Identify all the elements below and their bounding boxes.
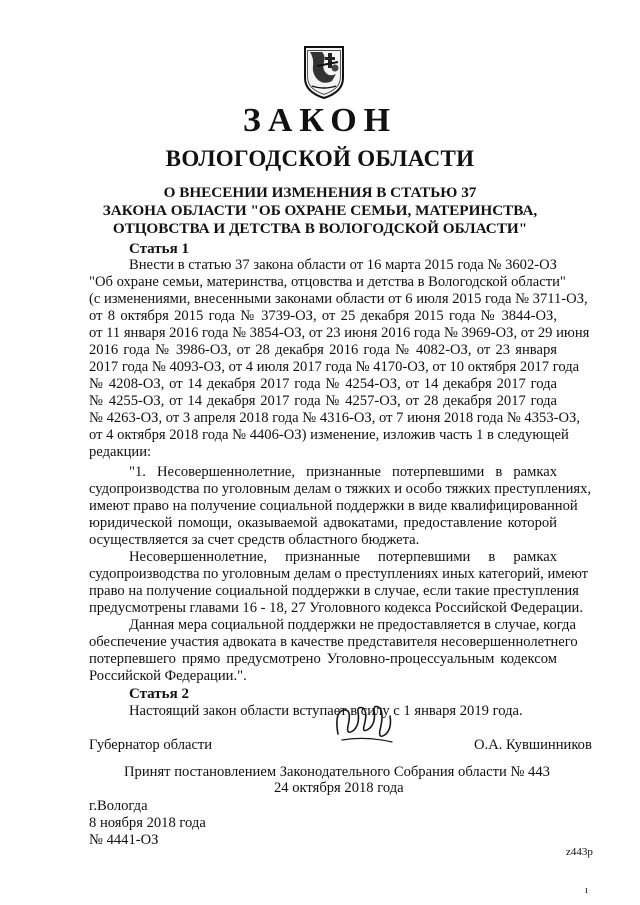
article-1-line: "Об охране семьи, материнства, отцовства и детства в Вологодской области" bbox=[89, 274, 566, 290]
law-title: ЗАКОН bbox=[242, 102, 398, 139]
law-subtitle-line: О ВНЕСЕНИИ ИЗМЕНЕНИЯ В СТАТЬЮ 37 bbox=[163, 184, 477, 201]
adoption-date: 24 октября 2018 года bbox=[274, 780, 404, 796]
article-1-line: Внести в статью 37 закона области от 16 марта 2015 года № 3602-ОЗ bbox=[129, 257, 557, 273]
amendment-line: Несовершеннолетние, признанные потерпевшими в рамках bbox=[129, 549, 557, 565]
amendment-line: судопроизводства по уголовным делам о преступлениях иных категорий, имеют bbox=[89, 566, 589, 582]
article-1-line: от 8 октября 2015 года № 3739-ОЗ, от 25 декабря 2015 года № 3844-ОЗ, bbox=[89, 308, 557, 324]
document-code: z443p bbox=[566, 846, 593, 858]
amendment-line: предусмотрены главами 16 - 18, 27 Уголовного кодекса Российской Федерации. bbox=[89, 600, 583, 616]
signatory-name: О.А. Кувшинников bbox=[474, 737, 592, 753]
law-number: № 4441-ОЗ bbox=[89, 832, 159, 848]
region-title: ВОЛОГОДСКОЙ ОБЛАСТИ bbox=[165, 146, 475, 171]
article-1-line: № 4255-ОЗ, от 14 декабря 2017 года № 4257-ОЗ, от 28 декабря 2017 года bbox=[89, 393, 557, 409]
adoption-line: Принят постановлением Законодательного Собрания области № 443 bbox=[124, 764, 550, 780]
signing-date: 8 ноября 2018 года bbox=[89, 815, 206, 831]
article-1-line: 2017 года № 4093-ОЗ, от 4 июля 2017 года № 4170-ОЗ, от 10 октября 2017 года bbox=[89, 359, 580, 375]
law-subtitle-line: ОТЦОВСТВА И ДЕТСТВА В ВОЛОГОДСКОЙ ОБЛАСТИ" bbox=[112, 220, 528, 237]
amendment-line: право на получение социальной поддержки в случае, если такие преступления bbox=[89, 583, 579, 599]
article-1-line: № 4208-ОЗ, от 14 декабря 2017 года № 4254-ОЗ, от 14 декабря 2017 года bbox=[89, 376, 557, 392]
amendment-line: юридической помощи, оказываемой адвокатами, предоставление которой bbox=[89, 515, 557, 531]
amendment-line: "1. Несовершеннолетние, признанные потерпевшими в рамках bbox=[129, 464, 557, 480]
amendment-line: судопроизводства по уголовным делам о тяжких и особо тяжких преступлениях, bbox=[89, 481, 592, 497]
amendment-line: имеют право на получение социальной поддержки в виде квалифицированной bbox=[89, 498, 578, 514]
coat-of-arms-icon bbox=[302, 44, 346, 100]
article-2-text: Настоящий закон области вступает в силу с 1 января 2019 года. bbox=[129, 703, 523, 719]
amendment-line: осуществляется за счет средств областного бюджета. bbox=[89, 532, 420, 548]
signature-icon bbox=[330, 700, 398, 748]
article-1-line: 2016 года № 3986-ОЗ, от 28 декабря 2016 года № 4082-ОЗ, от 23 января bbox=[89, 342, 557, 358]
article-1-line: (с изменениями, внесенными законами области от 6 июля 2015 года № 3711-ОЗ, bbox=[89, 291, 588, 307]
article-1-line: № 4263-ОЗ, от 3 апреля 2018 года № 4316-ОЗ, от 7 июня 2018 года № 4353-ОЗ, bbox=[89, 410, 580, 426]
amendment-line: Российской Федерации.". bbox=[89, 668, 247, 684]
amendment-line: обеспечение участия адвоката в качестве представителя несовершеннолетнего bbox=[89, 634, 578, 650]
article-1-heading: Статья 1 bbox=[129, 241, 189, 257]
article-1-line: от 4 октября 2018 года № 4406-ОЗ) изменение, изложив часть 1 в следующей bbox=[89, 427, 569, 443]
article-1-line: редакции: bbox=[89, 444, 152, 460]
article-1-line: от 11 января 2016 года № 3854-ОЗ, от 23 июня 2016 года № 3969-ОЗ, от 29 июня bbox=[89, 325, 590, 341]
page-mark: ı bbox=[585, 885, 588, 896]
city: г.Вологда bbox=[89, 798, 148, 814]
article-2-heading: Статья 2 bbox=[129, 686, 189, 702]
amendment-line: потерпевшего прямо предусмотрено Уголовно-процессуальным кодексом bbox=[89, 651, 557, 667]
amendment-line: Данная мера социальной поддержки не предоставляется в случае, когда bbox=[129, 617, 576, 633]
signatory-position: Губернатор области bbox=[89, 737, 213, 753]
law-subtitle-line: ЗАКОНА ОБЛАСТИ "ОБ ОХРАНЕ СЕМЬИ, МАТЕРИНСТВА, bbox=[102, 202, 538, 219]
